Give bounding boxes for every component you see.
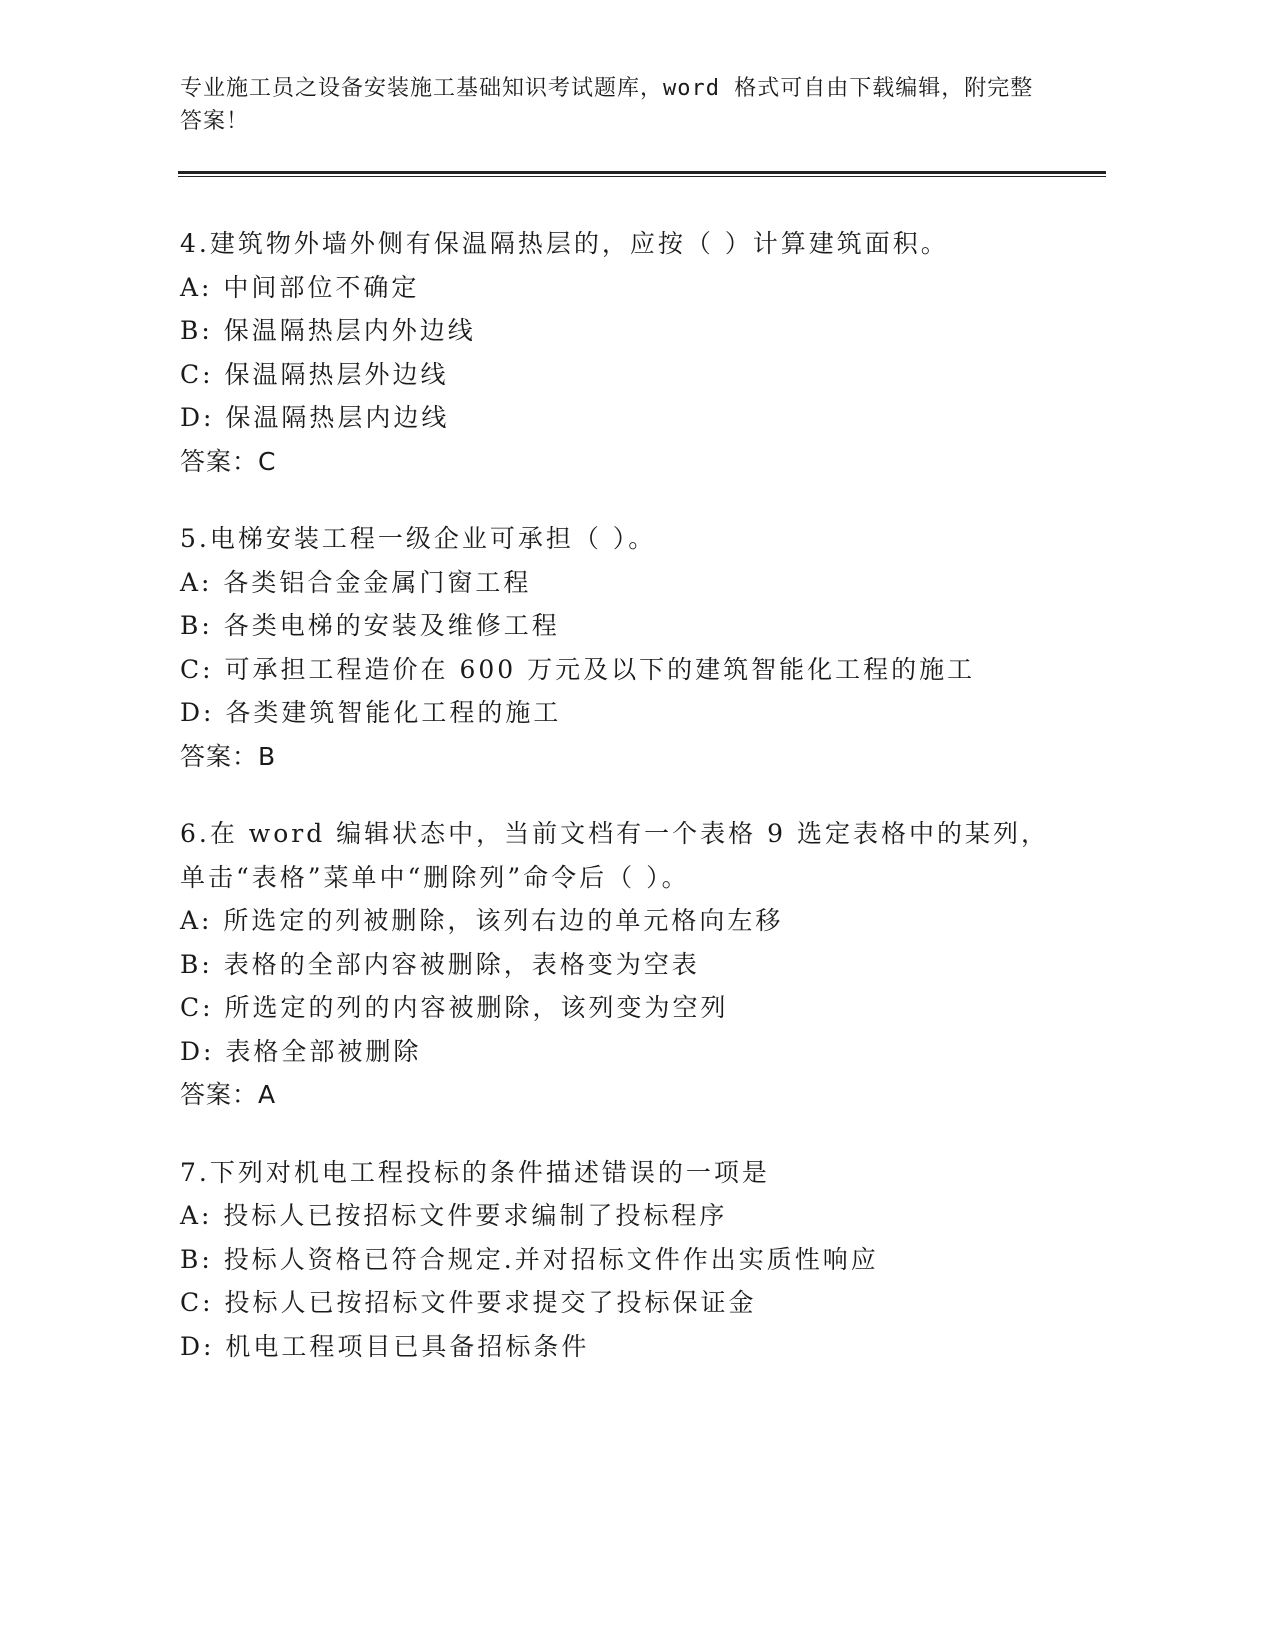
document-header: 专业施工员之设备安装施工基础知识考试题库，word 格式可自由下载编辑，附完整答案！ [180, 76, 1034, 134]
option-d: D: 保温隔热层内边线 [180, 403, 450, 432]
answer-line: 答案：C [180, 446, 277, 476]
option-a: A: 各类铝合金金属门窗工程 [180, 567, 532, 597]
option-b: B: 保温隔热层内外边线 [180, 316, 476, 345]
answer-line: 答案：A [180, 1080, 277, 1109]
question-4 [180, 222, 1060, 483]
option-c: C: 保温隔热层外边线 [180, 359, 449, 389]
question-stem: 7.下列对机电工程投标的条件描述错误的一项是 [180, 1157, 770, 1187]
question-stem: 6.在 word 编辑状态中，当前文档有一个表格 9 选定表格中的某列，单击“表格”菜单中“删除列”命令后（ ）。 [180, 819, 1049, 892]
question-6 [180, 812, 1060, 1117]
option-a: A: 投标人已按招标文件要求编制了投标程序 [180, 1201, 728, 1230]
option-b: B: 投标人资格已符合规定.并对招标文件作出实质性响应 [180, 1244, 879, 1274]
option-a: A: 中间部位不确定 [180, 272, 420, 302]
option-b: B: 表格的全部内容被删除，表格变为空表 [180, 949, 700, 979]
question-list [180, 222, 1060, 1402]
option-b: B: 各类电梯的安装及维修工程 [180, 611, 560, 640]
option-c: C: 所选定的列的内容被删除，该列变为空列 [180, 993, 729, 1022]
question-stem: 4.建筑物外墙外侧有保温隔热层的，应按（ ）计算建筑面积。 [180, 229, 949, 258]
option-a: A: 所选定的列被删除，该列右边的单元格向左移 [180, 906, 784, 935]
question-7 [180, 1151, 1060, 1369]
question-stem: 5.电梯安装工程一级企业可承担（ ）。 [180, 524, 657, 553]
option-d: D: 各类建筑智能化工程的施工 [180, 698, 562, 727]
header-rule-thick [178, 171, 1106, 174]
question-5 [180, 517, 1060, 778]
option-c: C: 投标人已按招标文件要求提交了投标保证金 [180, 1288, 757, 1317]
answer-line: 答案：B [180, 741, 277, 771]
option-d: D: 表格全部被删除 [180, 1036, 422, 1066]
option-d: D: 机电工程项目已具备招标条件 [180, 1331, 590, 1361]
header-rule-thin [178, 176, 1106, 177]
option-c: C: 可承担工程造价在 600 万元及以下的建筑智能化工程的施工 [180, 654, 976, 684]
